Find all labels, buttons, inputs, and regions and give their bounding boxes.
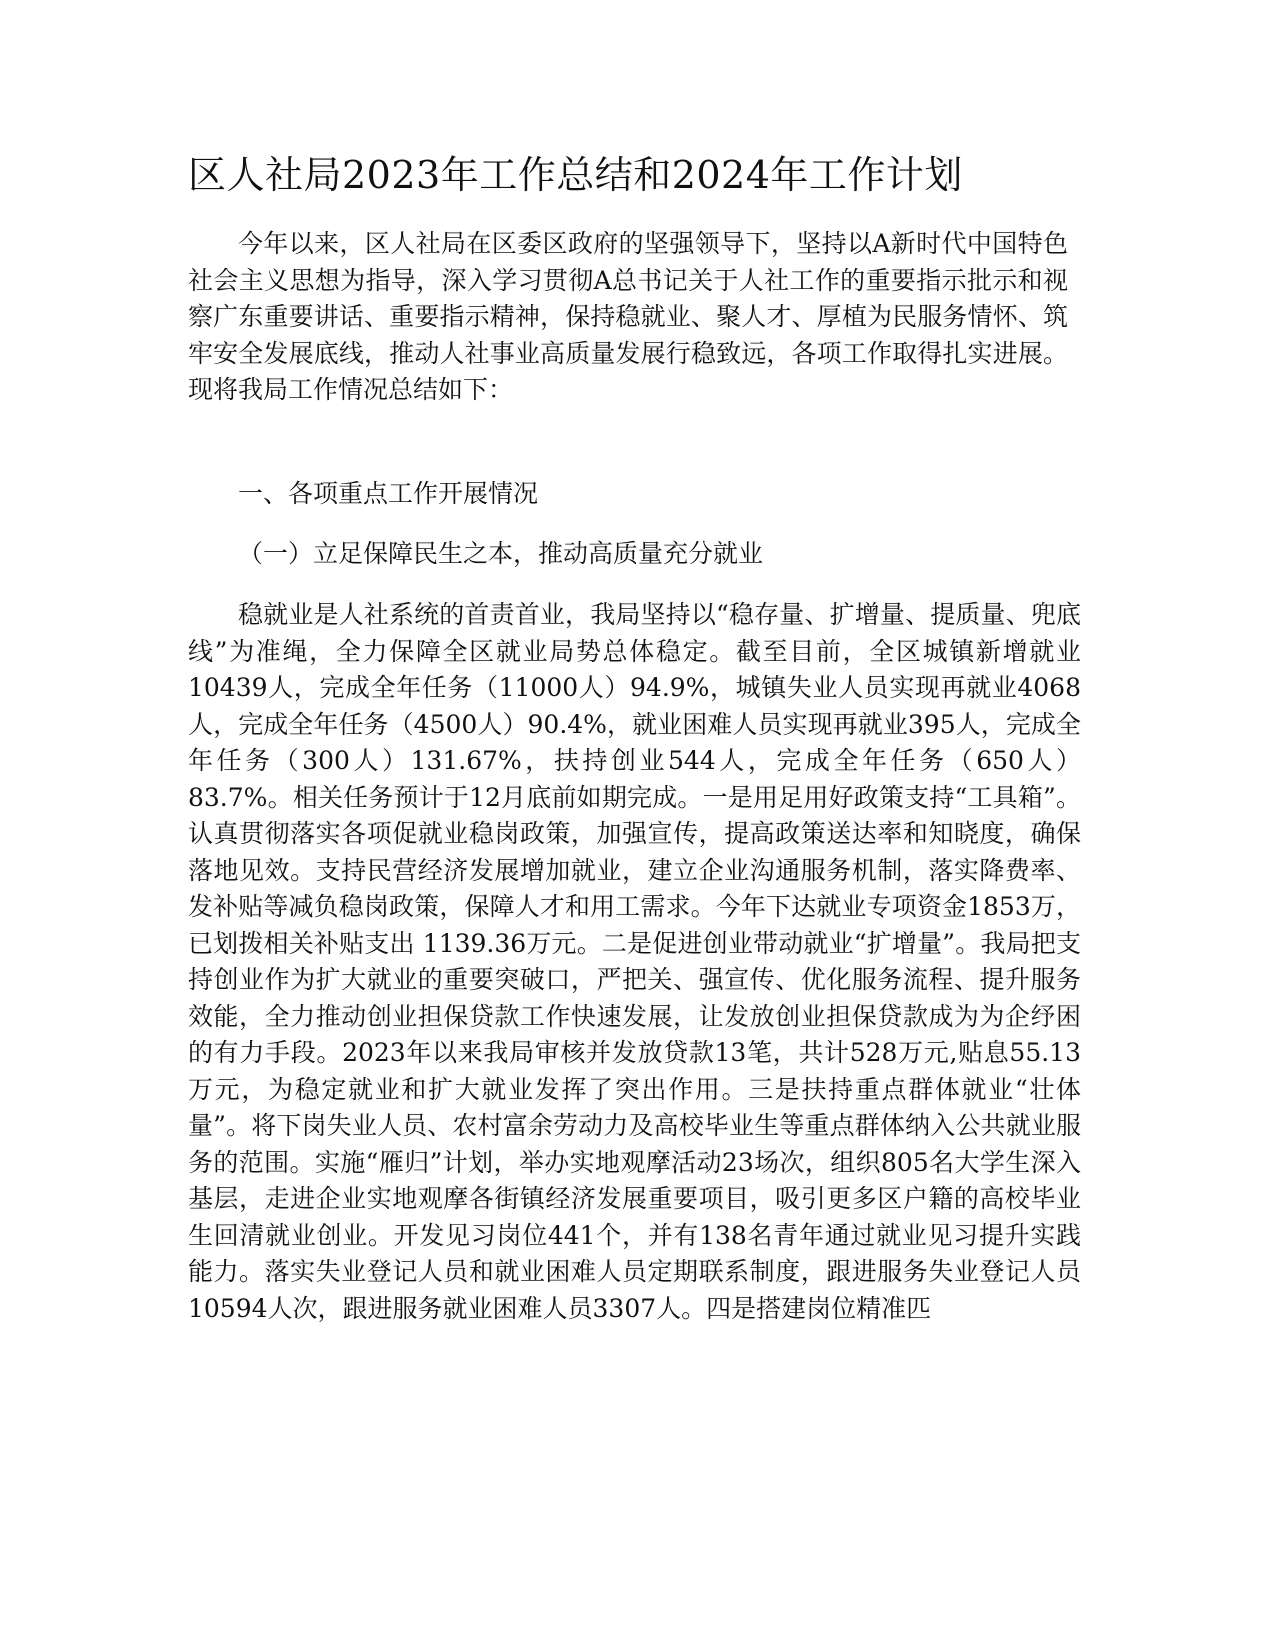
subsection-heading: （一）立足保障民生之本，推动高质量充分就业	[238, 539, 764, 568]
body-paragraph: 稳就业是人社系统的首责首业，我局坚持以“稳存量、扩增量、提质量、兜底线”为准绳，全力保障全区就业局势总体稳定。截至目前，全区城镇新增就业10439人，完成全年任务（11000人）94.9%，城镇失业人员实现再就业4068人，完成全年任务（4500人）90.4%，就业困难人员实现再就业395人，完成全年任务（300人）131.67%，扶持创业544人，完成全年任务（650人）83.7%。相关任务预计于12月底前如期完成。一是用足用好政策支持“工具箱”。认真贯彻落实各项促就业稳岗政策，加强宣传，提高政策送达率和知晓度，确保落地见效。支持民营经济发展增加就业，建立企业沟通服务机制，落实降费率、发补贴等减负稳岗政策，保障人才和用工需求。今年下达就业专项资金1853万，已划拨相关补贴支出 1139.36万元。二是促进创业带动就业“扩增量”。我局把支持创业作为扩大就业的重要突破口，严把关、强宣传、优化服务流程、提升服务效能，全力推动创业担保贷款工作快速发展，让发放创业担保贷款成为为企纾困的有力手段。2023年以来我局审核并发放贷款13笔，共计528万元,贴息55.13万元，为稳定就业和扩大就业发挥了突出作用。三是扶持重点群体就业“壮体量”。将下岗失业人员、农村富余劳动力及高校毕业生等重点群体纳入公共就业服务的范围。实施“雁归”计划，举办实地观摩活动23场次，组织805名大学生深入基层，走进企业实地观摩各街镇经济发展重要项目，吸引更多区户籍的高校毕业生回清就业创业。开发见习岗位441个，并有138名青年通过就业见习提升实践能力。落实失业登记人员和就业困难人员定期联系制度，跟进服务失业登记人员10594人次，跟进服务就业困难人员3307人。四是搭建岗位精准匹	[188, 600, 1081, 1323]
intro-paragraph: 今年以来，区人社局在区委区政府的坚强领导下，坚持以A新时代中国特色社会主义思想为指导，深入学习贯彻A总书记关于人社工作的重要指示批示和视察广东重要讲话、重要指示精神，保持稳就业、聚人才、厚植为民服务情怀、筑牢安全发展底线，推动人社事业高质量发展行稳致远，各项工作取得扎实进展。现将我局工作情况总结如下：	[188, 229, 1068, 404]
document-title: 区人社局2023年工作总结和2024年工作计划	[188, 153, 963, 197]
section-heading: 一、各项重点工作开展情况	[238, 479, 539, 508]
